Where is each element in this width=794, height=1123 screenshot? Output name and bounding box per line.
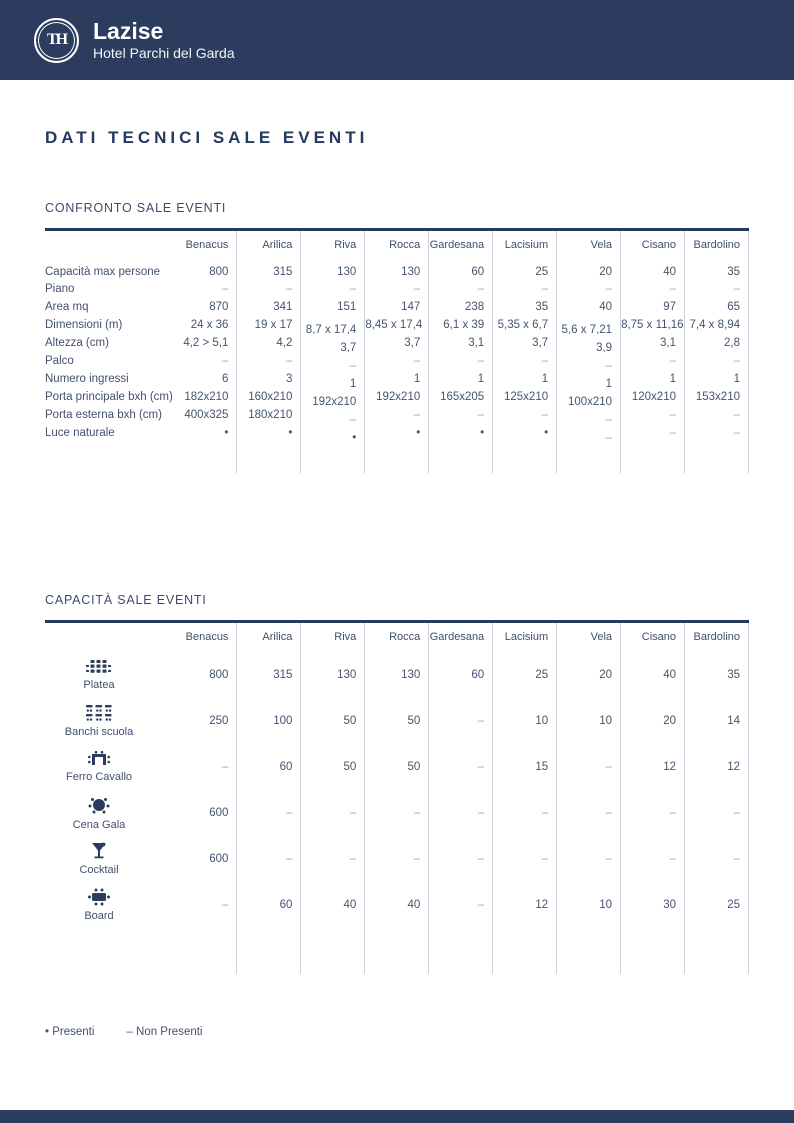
brand-name: Lazise — [93, 18, 164, 45]
value-cell: 10 — [557, 882, 621, 928]
value-cell: 50 — [301, 698, 365, 744]
value-cell: 341 — [237, 298, 301, 316]
value-cell: – — [621, 424, 685, 442]
row-label: Area mq — [45, 301, 89, 313]
value-cell: 153x210 — [685, 388, 749, 406]
table-row — [45, 260, 749, 280]
value-cell: – — [173, 882, 237, 928]
value-cell: • — [173, 424, 237, 442]
row-label: Board — [84, 910, 114, 922]
value-cell: – — [429, 698, 493, 744]
value-cell: – — [429, 406, 493, 424]
value-cell: 1 — [621, 370, 685, 388]
column-header-arilica: Arilica — [237, 622, 301, 653]
column-header-row — [45, 622, 749, 653]
value-cell: 125x210 — [493, 388, 557, 406]
table-row — [45, 352, 749, 370]
value-cell: • — [237, 424, 301, 442]
value-cell: 3,1 — [429, 334, 493, 352]
value-cell: 100 — [237, 698, 301, 744]
column-header-bardolino: Bardolino — [685, 230, 749, 261]
row-header-cell — [45, 698, 173, 744]
confronto-heading: CONFRONTO SALE EVENTI — [45, 201, 227, 215]
value-cell: – — [365, 406, 429, 424]
value-cell: 1 — [429, 370, 493, 388]
value-cell: – — [365, 836, 429, 882]
value-cell: 10 — [493, 698, 557, 744]
value-cell: – — [557, 744, 621, 790]
value-cell: 60 — [237, 882, 301, 928]
value-cell: 50 — [301, 744, 365, 790]
table-row — [45, 652, 749, 698]
value-cell: – — [237, 280, 301, 298]
value-cell: 15 — [493, 744, 557, 790]
value-cell: – — [493, 280, 557, 298]
row-header-cell — [45, 744, 173, 790]
value-cell: 1 — [365, 370, 429, 388]
value-cell: 25 — [493, 652, 557, 698]
board-icon — [88, 888, 110, 906]
value-cell: – — [557, 352, 621, 370]
value-cell: 14 — [685, 698, 749, 744]
value-cell: 147 — [365, 298, 429, 316]
table-row — [45, 370, 749, 388]
value-cell: 30 — [621, 882, 685, 928]
capacita-table — [45, 620, 749, 974]
value-cell: 238 — [429, 298, 493, 316]
value-cell: • — [493, 424, 557, 442]
value-cell: – — [557, 406, 621, 424]
value-cell: 250 — [173, 698, 237, 744]
value-cell: – — [429, 280, 493, 298]
platea-icon — [86, 660, 111, 675]
page-content — [0, 128, 794, 1038]
value-cell: – — [429, 744, 493, 790]
value-cell: 97 — [621, 298, 685, 316]
row-label: Cena Gala — [72, 819, 126, 831]
value-cell: – — [685, 424, 749, 442]
value-cell: 20 — [621, 698, 685, 744]
row-label: Dimensioni (m) — [45, 319, 123, 331]
column-header-cisano: Cisano — [621, 230, 685, 261]
column-header-gardesana: Gardesana — [429, 622, 493, 653]
value-cell: – — [237, 836, 301, 882]
value-cell: – — [685, 790, 749, 836]
row-label: Capacità max persone — [45, 266, 161, 278]
value-cell: 130 — [365, 652, 429, 698]
column-header-row — [45, 230, 749, 261]
value-cell: 6,1 x 39 — [429, 316, 493, 334]
value-cell: 315 — [237, 260, 301, 280]
value-cell: – — [557, 424, 621, 442]
column-header-vela: Vela — [557, 230, 621, 261]
legend — [45, 1026, 749, 1038]
ferro-cavallo-icon — [88, 751, 110, 767]
value-cell: 4,2 — [237, 334, 301, 352]
row-header-cell — [45, 652, 173, 698]
value-cell: 800 — [173, 652, 237, 698]
column-header-lacisium: Lacisium — [493, 622, 557, 653]
value-cell: 1 — [493, 370, 557, 388]
value-cell: 12 — [493, 882, 557, 928]
column-header-riva: Riva — [301, 230, 365, 261]
value-cell: 3,7 — [301, 334, 365, 352]
page-title: DATI TECNICI SALE EVENTI — [45, 128, 369, 147]
value-cell: 50 — [365, 698, 429, 744]
value-cell: – — [365, 280, 429, 298]
value-cell: 60 — [429, 652, 493, 698]
value-cell: 12 — [621, 744, 685, 790]
value-cell: 65 — [685, 298, 749, 316]
brand-header — [0, 0, 794, 80]
value-cell: – — [621, 790, 685, 836]
brand-text — [93, 19, 235, 60]
value-cell: 2,8 — [685, 334, 749, 352]
value-cell: 180x210 — [237, 406, 301, 424]
column-header-rocca: Rocca — [365, 622, 429, 653]
row-header-cell — [45, 882, 173, 928]
column-header-riva: Riva — [301, 622, 365, 653]
value-cell: 20 — [557, 652, 621, 698]
table-row — [45, 882, 749, 928]
value-cell: 182x210 — [173, 388, 237, 406]
value-cell: 120x210 — [621, 388, 685, 406]
value-cell: 25 — [493, 260, 557, 280]
value-cell: 600 — [173, 790, 237, 836]
value-cell: 151 — [301, 298, 365, 316]
value-cell: 35 — [685, 652, 749, 698]
column-header-arilica: Arilica — [237, 230, 301, 261]
value-cell: • — [429, 424, 493, 442]
value-cell: – — [301, 836, 365, 882]
table-row — [45, 334, 749, 352]
confronto-table — [45, 228, 749, 473]
value-cell: 50 — [365, 744, 429, 790]
value-cell: – — [173, 744, 237, 790]
value-cell: • — [301, 424, 365, 442]
column-header-lacisium: Lacisium — [493, 230, 557, 261]
value-cell: 6 — [173, 370, 237, 388]
brand-subtitle: Hotel Parchi del Garda — [93, 44, 235, 61]
value-cell: 60 — [237, 744, 301, 790]
value-cell: 40 — [301, 882, 365, 928]
value-cell: – — [557, 790, 621, 836]
legend-not-present: – Non Presenti — [126, 1026, 203, 1038]
value-cell: 3 — [237, 370, 301, 388]
table-row — [45, 744, 749, 790]
value-cell: – — [493, 352, 557, 370]
value-cell: – — [493, 406, 557, 424]
table-row — [45, 388, 749, 406]
row-label: Numero ingressi — [45, 373, 129, 385]
value-cell: 8,7 x 17,4 — [301, 316, 365, 334]
column-header-benacus: Benacus — [173, 230, 237, 261]
row-label: Ferro Cavallo — [65, 771, 133, 783]
value-cell: 130 — [301, 652, 365, 698]
value-cell: – — [365, 790, 429, 836]
value-cell: 4,2 > 5,1 — [173, 334, 237, 352]
row-label: Palco — [45, 355, 74, 367]
value-cell: – — [429, 790, 493, 836]
value-cell: 3,1 — [621, 334, 685, 352]
column-header-benacus: Benacus — [173, 622, 237, 653]
table-row — [45, 698, 749, 744]
row-label: Luce naturale — [45, 427, 115, 439]
value-cell: 5,35 x 6,7 — [493, 316, 557, 334]
table-row — [45, 280, 749, 298]
value-cell: 192x210 — [301, 388, 365, 406]
value-cell: 10 — [557, 698, 621, 744]
value-cell: – — [173, 280, 237, 298]
value-cell: 870 — [173, 298, 237, 316]
row-label: Cocktail — [79, 864, 119, 876]
value-cell: – — [301, 790, 365, 836]
value-cell: 130 — [365, 260, 429, 280]
value-cell: 315 — [237, 652, 301, 698]
table-row — [45, 298, 749, 316]
value-cell: 165x205 — [429, 388, 493, 406]
value-cell: – — [493, 836, 557, 882]
value-cell: 1 — [685, 370, 749, 388]
value-cell: – — [237, 790, 301, 836]
value-cell: 35 — [685, 260, 749, 280]
value-cell: 3,7 — [493, 334, 557, 352]
table-row — [45, 316, 749, 334]
value-cell: 800 — [173, 260, 237, 280]
value-cell: – — [621, 280, 685, 298]
value-cell: – — [685, 352, 749, 370]
value-cell: 19 x 17 — [237, 316, 301, 334]
corner-cell — [45, 622, 173, 653]
value-cell: – — [685, 280, 749, 298]
row-header-cell — [45, 836, 173, 882]
legend-present: • Presenti — [45, 1026, 95, 1038]
row-label: Porta principale bxh (cm) — [45, 391, 173, 403]
value-cell: 600 — [173, 836, 237, 882]
corner-cell — [45, 230, 173, 261]
value-cell: – — [429, 352, 493, 370]
table-row — [45, 424, 749, 442]
footer-bar — [0, 1110, 794, 1123]
value-cell: 7,4 x 8,94 — [685, 316, 749, 334]
row-label: Platea — [83, 678, 115, 691]
value-cell: – — [685, 406, 749, 424]
value-cell: 40 — [621, 260, 685, 280]
column-header-gardesana: Gardesana — [429, 230, 493, 261]
value-cell: 3,9 — [557, 334, 621, 352]
column-header-bardolino: Bardolino — [685, 622, 749, 653]
value-cell: 12 — [685, 744, 749, 790]
spacer-row — [45, 442, 749, 473]
value-cell: – — [621, 352, 685, 370]
banchi-scuola-icon — [86, 705, 112, 722]
value-cell: – — [621, 406, 685, 424]
value-cell: 60 — [429, 260, 493, 280]
column-header-cisano: Cisano — [621, 622, 685, 653]
value-cell: 100x210 — [557, 388, 621, 406]
value-cell: – — [621, 836, 685, 882]
value-cell: • — [365, 424, 429, 442]
value-cell: – — [429, 836, 493, 882]
logo-monogram: TH — [46, 31, 67, 48]
hotel-logo-icon — [34, 18, 79, 63]
value-cell: 35 — [493, 298, 557, 316]
value-cell: 1 — [301, 370, 365, 388]
value-cell: – — [301, 280, 365, 298]
value-cell: – — [685, 836, 749, 882]
value-cell: 25 — [685, 882, 749, 928]
value-cell: – — [557, 836, 621, 882]
value-cell: – — [301, 352, 365, 370]
cocktail-icon — [90, 842, 108, 860]
value-cell: 8,45 x 17,4 — [365, 316, 429, 334]
value-cell: 1 — [557, 370, 621, 388]
value-cell: – — [173, 352, 237, 370]
table-row — [45, 790, 749, 836]
value-cell: 40 — [365, 882, 429, 928]
value-cell: – — [237, 352, 301, 370]
value-cell: 5,6 x 7,21 — [557, 316, 621, 334]
value-cell: 192x210 — [365, 388, 429, 406]
value-cell: 160x210 — [237, 388, 301, 406]
value-cell: 3,7 — [365, 334, 429, 352]
value-cell: 130 — [301, 260, 365, 280]
row-header-cell — [45, 790, 173, 836]
value-cell: 40 — [621, 652, 685, 698]
value-cell: – — [365, 352, 429, 370]
capacita-heading: CAPACITÀ SALE EVENTI — [45, 593, 207, 607]
column-header-rocca: Rocca — [365, 230, 429, 261]
cena-gala-icon — [88, 795, 110, 815]
table-row — [45, 836, 749, 882]
row-label: Banchi scuola — [64, 725, 134, 738]
value-cell: – — [301, 406, 365, 424]
value-cell: 20 — [557, 260, 621, 280]
row-label: Piano — [45, 283, 75, 295]
column-header-vela: Vela — [557, 622, 621, 653]
spacer-row — [45, 928, 749, 974]
value-cell: – — [557, 280, 621, 298]
table-row — [45, 406, 749, 424]
row-label: Porta esterna bxh (cm) — [45, 409, 162, 421]
value-cell: – — [429, 882, 493, 928]
value-cell: 400x325 — [173, 406, 237, 424]
value-cell: 24 x 36 — [173, 316, 237, 334]
value-cell: 40 — [557, 298, 621, 316]
value-cell: 8,75 x 11,16 — [621, 316, 685, 334]
row-label: Altezza (cm) — [45, 337, 109, 349]
value-cell: – — [493, 790, 557, 836]
